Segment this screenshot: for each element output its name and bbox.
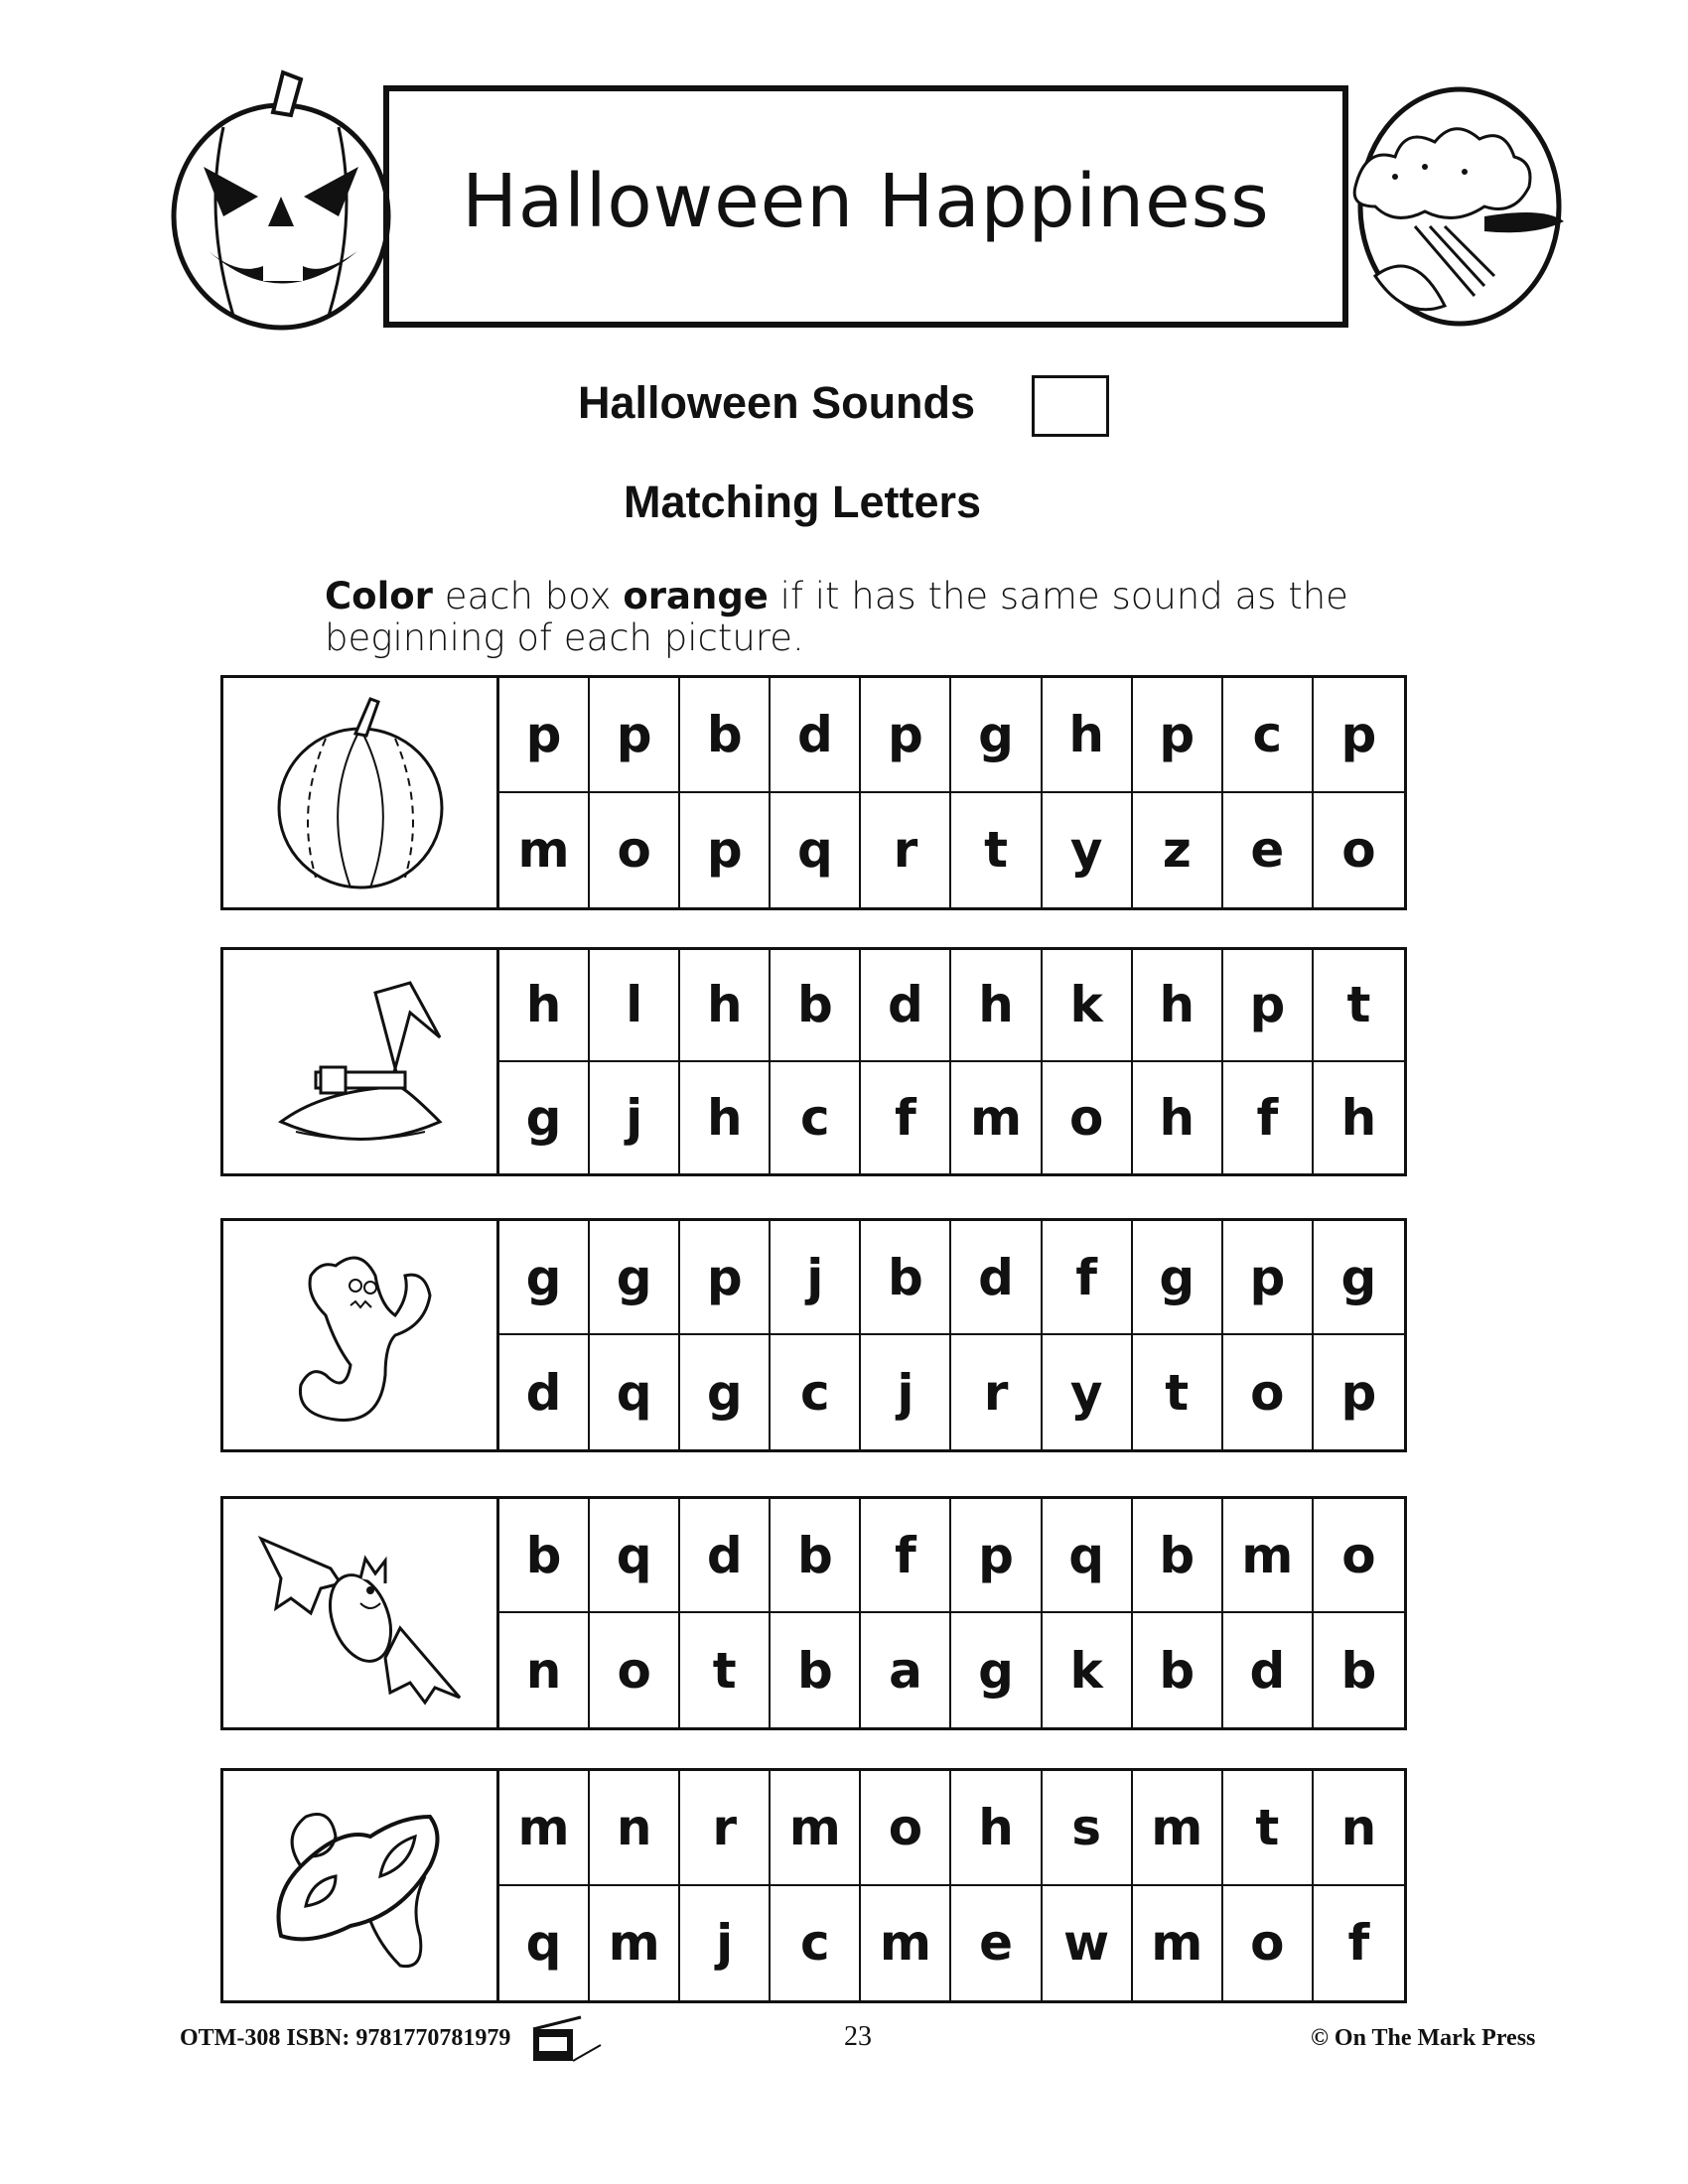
letter-box[interactable]: t bbox=[1223, 1771, 1314, 1886]
letter-box[interactable]: g bbox=[951, 678, 1042, 793]
letter-box[interactable]: g bbox=[499, 1062, 590, 1174]
letter-box[interactable]: c bbox=[1223, 678, 1314, 793]
letter-box[interactable]: h bbox=[1043, 678, 1133, 793]
cauldron-icon bbox=[1336, 77, 1570, 345]
title-banner bbox=[383, 85, 1348, 328]
letter-box[interactable]: m bbox=[590, 1886, 680, 2001]
letter-box[interactable]: b bbox=[680, 678, 771, 793]
letter-box[interactable]: c bbox=[771, 1886, 861, 2001]
letter-box[interactable]: t bbox=[951, 793, 1042, 908]
letter-box[interactable]: f bbox=[1223, 1062, 1314, 1174]
letter-box[interactable]: c bbox=[771, 1062, 861, 1174]
letter-box[interactable]: z bbox=[1133, 793, 1223, 908]
letter-box[interactable]: p bbox=[680, 1221, 771, 1335]
letter-box[interactable]: w bbox=[1043, 1886, 1133, 2001]
letter-box[interactable]: o bbox=[1341, 821, 1376, 880]
letter-box[interactable]: b bbox=[499, 1499, 590, 1613]
letter-box[interactable]: t bbox=[680, 1613, 771, 1727]
letter-box[interactable]: m bbox=[771, 1771, 861, 1886]
page-title: Halloween Happiness bbox=[462, 159, 1270, 244]
letter-box[interactable]: t bbox=[1314, 950, 1404, 1062]
letter-box[interactable]: f bbox=[861, 1062, 951, 1174]
letter-grid bbox=[499, 1771, 1404, 2000]
score-box[interactable] bbox=[1032, 375, 1109, 437]
letter-box[interactable]: h bbox=[1133, 1062, 1223, 1174]
letter-box[interactable]: o bbox=[1223, 1886, 1314, 2001]
letter-box[interactable]: m bbox=[951, 1062, 1042, 1174]
ghost-icon bbox=[266, 1236, 455, 1434]
letter-box[interactable]: e bbox=[1223, 793, 1314, 908]
letter-box[interactable]: h bbox=[499, 950, 590, 1062]
letter-box[interactable]: o bbox=[861, 1771, 951, 1886]
bat-icon bbox=[251, 1519, 470, 1707]
witch-hat-icon bbox=[261, 973, 460, 1152]
letter-box[interactable]: h bbox=[680, 1062, 771, 1174]
section-title: Halloween Sounds bbox=[578, 377, 976, 428]
letter-box[interactable]: f bbox=[1347, 1914, 1370, 1973]
letter-box[interactable]: n bbox=[590, 1771, 680, 1886]
letter-box[interactable]: r bbox=[861, 793, 951, 908]
footer-code: OTM-308 ISBN: 9781770781979 bbox=[180, 2025, 511, 2051]
letter-box[interactable]: a bbox=[861, 1613, 951, 1727]
letter-box[interactable]: d bbox=[861, 950, 951, 1062]
letter-box[interactable]: p bbox=[1133, 678, 1223, 793]
letter-box[interactable]: q bbox=[771, 793, 861, 908]
picture-cell bbox=[223, 1221, 499, 1449]
letter-box[interactable]: m bbox=[1133, 1886, 1223, 2001]
letter-box[interactable]: h bbox=[951, 1771, 1042, 1886]
letter-box[interactable]: c bbox=[771, 1335, 861, 1449]
letter-box[interactable]: h bbox=[1133, 950, 1223, 1062]
letter-box[interactable]: b bbox=[1133, 1499, 1223, 1613]
letter-box[interactable]: b bbox=[771, 950, 861, 1062]
letter-grid bbox=[499, 1499, 1404, 1727]
pumpkin-icon bbox=[271, 694, 450, 892]
matching-block-bat bbox=[220, 1496, 1407, 1730]
matching-block-witch-hat bbox=[220, 947, 1407, 1176]
letter-box[interactable]: p bbox=[861, 678, 951, 793]
letter-box[interactable]: p bbox=[1340, 1363, 1377, 1422]
letter-box[interactable]: p bbox=[1314, 678, 1404, 793]
letter-box[interactable]: r bbox=[951, 1335, 1042, 1449]
letter-grid bbox=[499, 678, 1404, 907]
letter-box[interactable]: g bbox=[1314, 1221, 1404, 1335]
letter-box[interactable]: d bbox=[680, 1499, 771, 1613]
letter-grid bbox=[499, 1221, 1404, 1449]
letter-box[interactable]: g bbox=[951, 1613, 1042, 1727]
letter-box[interactable]: q bbox=[499, 1886, 590, 2001]
letter-box[interactable]: m bbox=[499, 793, 590, 908]
letter-box[interactable]: b bbox=[771, 1499, 861, 1613]
matching-block-mask bbox=[220, 1768, 1407, 2003]
letter-box[interactable]: b bbox=[861, 1221, 951, 1335]
letter-box[interactable]: g bbox=[499, 1221, 590, 1335]
letter-box[interactable]: j bbox=[771, 1221, 861, 1335]
mask-icon bbox=[261, 1797, 460, 1976]
letter-box[interactable]: m bbox=[499, 1771, 590, 1886]
letter-grid bbox=[499, 950, 1404, 1173]
instructions bbox=[325, 576, 1417, 659]
letter-box[interactable]: o bbox=[1223, 1335, 1314, 1449]
letter-box[interactable]: m bbox=[1133, 1771, 1223, 1886]
letter-box[interactable]: h bbox=[680, 950, 771, 1062]
letter-box[interactable]: q bbox=[590, 1499, 680, 1613]
letter-box[interactable]: s bbox=[1043, 1771, 1133, 1886]
matching-block-ghost bbox=[220, 1218, 1407, 1452]
letter-box[interactable]: f bbox=[861, 1499, 951, 1613]
letter-box[interactable]: h bbox=[1340, 1088, 1377, 1147]
picture-cell bbox=[223, 678, 499, 907]
letter-box[interactable]: q bbox=[590, 1335, 680, 1449]
letter-box[interactable]: p bbox=[590, 678, 680, 793]
letter-box[interactable]: k bbox=[1043, 950, 1133, 1062]
letter-box[interactable]: y bbox=[1043, 1335, 1133, 1449]
letter-box[interactable]: g bbox=[590, 1221, 680, 1335]
letter-box[interactable]: g bbox=[1133, 1221, 1223, 1335]
letter-box[interactable]: l bbox=[590, 950, 680, 1062]
picture-cell bbox=[223, 1499, 499, 1727]
instruction-text-2: if it has the same sound as the beginning of each picture. bbox=[325, 575, 1348, 659]
letter-box[interactable]: m bbox=[861, 1886, 951, 2001]
letter-box[interactable]: p bbox=[951, 1499, 1042, 1613]
letter-box[interactable]: h bbox=[951, 950, 1042, 1062]
letter-box[interactable]: j bbox=[590, 1062, 680, 1174]
letter-box[interactable]: d bbox=[951, 1221, 1042, 1335]
letter-box[interactable]: p bbox=[499, 678, 590, 793]
letter-box[interactable]: o bbox=[1314, 1499, 1404, 1613]
reproducible-copier-icon bbox=[531, 2015, 611, 2069]
letter-box[interactable]: o bbox=[590, 1613, 680, 1727]
letter-box[interactable]: f bbox=[1043, 1221, 1133, 1335]
letter-box[interactable]: e bbox=[951, 1886, 1042, 2001]
letter-box[interactable]: n bbox=[499, 1613, 590, 1727]
letter-box[interactable]: y bbox=[1043, 793, 1133, 908]
instruction-color-word: Color bbox=[325, 575, 433, 617]
letter-box[interactable]: p bbox=[1223, 1221, 1314, 1335]
letter-box[interactable]: r bbox=[680, 1771, 771, 1886]
letter-box[interactable]: o bbox=[1043, 1062, 1133, 1174]
matching-block-pumpkin bbox=[220, 675, 1407, 910]
letter-box[interactable]: k bbox=[1043, 1613, 1133, 1727]
letter-box[interactable]: q bbox=[1043, 1499, 1133, 1613]
section-subtitle: Matching Letters bbox=[624, 477, 982, 527]
letter-box[interactable]: m bbox=[1223, 1499, 1314, 1613]
letter-box[interactable]: t bbox=[1133, 1335, 1223, 1449]
footer-publisher: © On The Mark Press bbox=[1311, 2025, 1536, 2051]
letter-box[interactable]: d bbox=[771, 678, 861, 793]
letter-box[interactable]: p bbox=[1223, 950, 1314, 1062]
jack-o-lantern-icon bbox=[164, 68, 398, 336]
letter-box[interactable]: g bbox=[680, 1335, 771, 1449]
letter-box[interactable]: b bbox=[771, 1613, 861, 1727]
letter-box[interactable]: p bbox=[680, 793, 771, 908]
letter-box[interactable]: j bbox=[680, 1886, 771, 2001]
page-number: 23 bbox=[844, 2021, 872, 2052]
instruction-orange-word: orange bbox=[623, 575, 769, 617]
letter-box[interactable]: d bbox=[1223, 1613, 1314, 1727]
letter-box[interactable]: b bbox=[1133, 1613, 1223, 1727]
instruction-text-1: each box bbox=[432, 575, 624, 617]
letter-box[interactable]: o bbox=[590, 793, 680, 908]
letter-box[interactable]: n bbox=[1314, 1771, 1404, 1886]
letter-box[interactable]: b bbox=[1340, 1641, 1377, 1700]
picture-cell bbox=[223, 950, 499, 1173]
picture-cell bbox=[223, 1771, 499, 2000]
letter-box[interactable]: j bbox=[861, 1335, 951, 1449]
letter-box[interactable]: d bbox=[499, 1335, 590, 1449]
